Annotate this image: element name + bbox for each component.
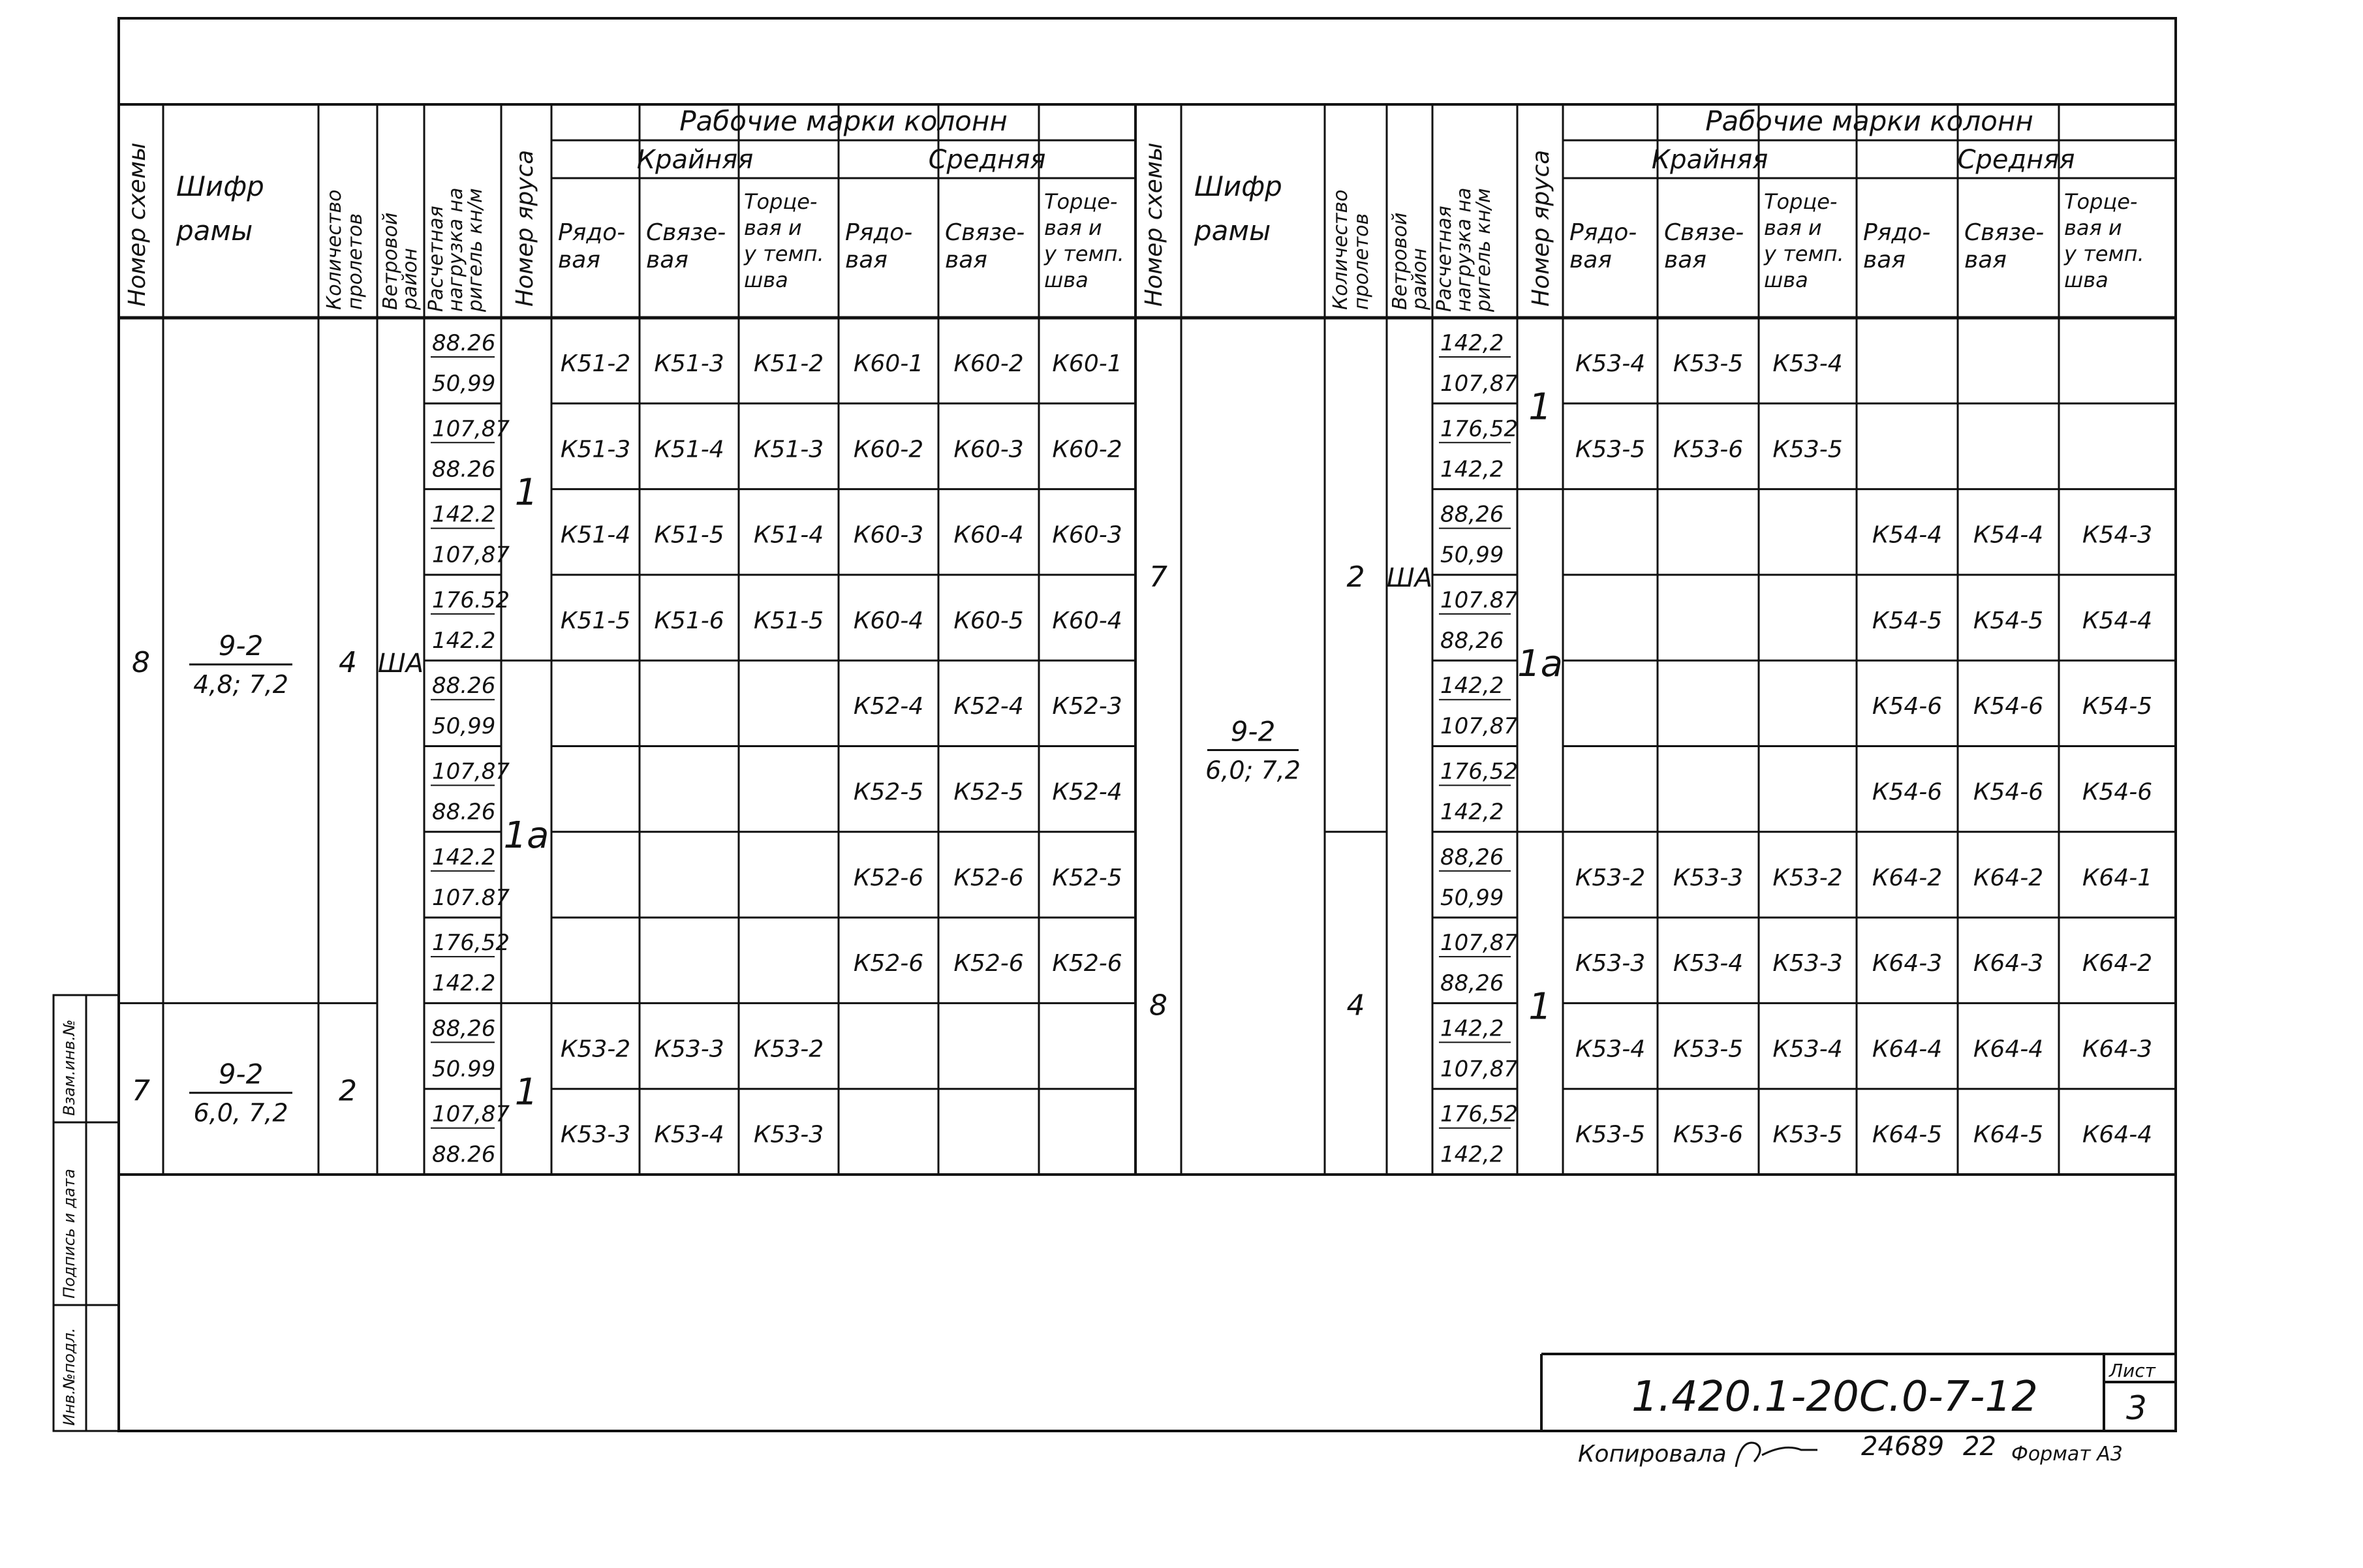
left-load-top-1: 107,87 xyxy=(432,416,510,442)
left-hdr-brace-1-0: Связе- xyxy=(646,219,726,246)
left-mark-r1-c0: К51-3 xyxy=(560,436,631,463)
right-load-bottom-2: 50,99 xyxy=(1440,542,1504,568)
right-hdr-work-marks: Рабочие марки колонн xyxy=(1705,105,2033,137)
right-load-bottom-5: 142,2 xyxy=(1440,799,1504,825)
left-mark-r3-c1: К51-6 xyxy=(654,607,724,634)
right-mark-r1-c2: К53-5 xyxy=(1772,436,1843,463)
right-load-top-1: 176,52 xyxy=(1440,416,1518,442)
right-mark-r9-c2: К53-5 xyxy=(1772,1121,1843,1148)
left-hdr-brace-2-0: вая xyxy=(646,247,688,273)
right-mark-r0-c0: К53-4 xyxy=(1575,350,1646,377)
right-mark-r2-c5: К54-3 xyxy=(2082,521,2153,549)
left-scheme-0: 8 xyxy=(132,646,150,680)
stamp-signature-date: Подпись и дата xyxy=(60,1169,78,1299)
left-mark-r1-c1: К51-4 xyxy=(654,436,724,463)
right-mark-r8-c1: К53-5 xyxy=(1673,1036,1744,1063)
right-hdr-spans-1: Количество xyxy=(1329,189,1352,310)
right-mark-r8-c0: К53-4 xyxy=(1575,1036,1646,1063)
right-mark-r0-c1: К53-5 xyxy=(1673,350,1744,377)
right-mark-r5-c3: К54-6 xyxy=(1872,778,1943,806)
right-hdr-end-2-1: вая и xyxy=(2064,215,2122,240)
right-tier-0: 1 xyxy=(1528,386,1552,429)
left-cipher-bottom-0: 4,8; 7,2 xyxy=(193,670,288,699)
left-mark-r9-c0: К53-3 xyxy=(560,1121,631,1148)
left-hdr-end-1-1: Торце- xyxy=(1044,189,1118,214)
right-scheme-0: 7 xyxy=(1149,560,1167,594)
left-mark-r6-c3: К52-6 xyxy=(853,864,924,891)
right-wind-0: ША xyxy=(1386,562,1433,593)
right-load-bottom-8: 107,87 xyxy=(1440,1056,1518,1083)
sheet-label: Лист xyxy=(2109,1360,2155,1381)
right-mark-r3-c4: К54-5 xyxy=(1973,607,2044,634)
right-hdr-load-3: ригель кн/м xyxy=(1472,188,1495,312)
right-table xyxy=(1135,104,2176,1175)
left-mark-r4-c4: К52-4 xyxy=(953,693,1024,720)
right-load-top-9: 176,52 xyxy=(1440,1101,1518,1128)
left-hdr-middle: Средняя xyxy=(928,145,1046,175)
left-tier-1: 1а xyxy=(503,814,549,857)
left-hdr-row-2-0: вая xyxy=(558,247,600,273)
right-tier-2: 1 xyxy=(1528,985,1552,1028)
right-mark-r3-c5: К54-4 xyxy=(2082,607,2153,634)
right-mark-r7-c0: К53-3 xyxy=(1575,950,1646,977)
right-hdr-end-1-0: Торце- xyxy=(1764,189,1838,214)
right-cipher-bottom-0: 6,0; 7,2 xyxy=(1205,756,1301,785)
left-mark-r6-c5: К52-5 xyxy=(1052,864,1122,891)
left-cipher-top-1: 9-2 xyxy=(218,1058,264,1090)
right-load-bottom-3: 88,26 xyxy=(1440,627,1504,654)
order-number: 24689 xyxy=(1861,1432,1945,1462)
right-load-top-4: 142,2 xyxy=(1440,673,1504,699)
left-mark-r9-c2: К53-3 xyxy=(753,1121,824,1148)
right-mark-r8-c5: К64-3 xyxy=(2082,1036,2153,1063)
left-mark-r1-c5: К60-2 xyxy=(1052,436,1122,463)
right-hdr-cipher-2: рамы xyxy=(1194,215,1271,247)
right-mark-r7-c4: К64-3 xyxy=(1973,950,2044,977)
left-hdr-load-2: нагрузка на xyxy=(444,187,467,312)
left-load-bottom-4: 50,99 xyxy=(432,713,496,740)
right-mark-r4-c3: К54-6 xyxy=(1872,693,1943,720)
paper-format: Формат А3 xyxy=(2011,1443,2123,1466)
copied-by-label: Копировала xyxy=(1578,1441,1727,1468)
left-hdr-wind-1: Ветровой xyxy=(379,212,402,310)
stamp-inv-number: Инв.№подл. xyxy=(60,1327,78,1426)
right-hdr-row-2-0: вая xyxy=(1569,247,1612,273)
order-suffix: 22 xyxy=(1963,1432,1996,1462)
left-mark-r5-c5: К52-4 xyxy=(1052,778,1122,806)
right-mark-r9-c4: К64-5 xyxy=(1973,1121,2044,1148)
right-cipher-top-0: 9-2 xyxy=(1230,715,1276,748)
left-mark-r2-c3: К60-3 xyxy=(853,521,924,549)
left-hdr-cipher-2: рамы xyxy=(176,215,253,247)
right-load-bottom-4: 107,87 xyxy=(1440,713,1518,740)
left-mark-r2-c0: К51-4 xyxy=(560,521,631,549)
right-load-bottom-9: 142,2 xyxy=(1440,1141,1504,1168)
right-mark-r4-c4: К54-6 xyxy=(1973,693,2044,720)
right-load-bottom-1: 142,2 xyxy=(1440,456,1504,483)
right-load-top-6: 88,26 xyxy=(1440,844,1504,870)
right-hdr-cipher-1: Шифр xyxy=(1194,170,1282,202)
right-load-top-7: 107,87 xyxy=(1440,930,1518,957)
right-mark-r1-c0: К53-5 xyxy=(1575,436,1646,463)
left-mark-r4-c5: К52-3 xyxy=(1052,693,1122,720)
left-mark-r0-c5: К60-1 xyxy=(1052,350,1122,377)
right-tier-1: 1а xyxy=(1517,643,1563,686)
left-hdr-load-3: ригель кн/м xyxy=(464,188,487,312)
left-mark-r4-c3: К52-4 xyxy=(853,693,924,720)
document-code: 1.420.1-20С.0-7-12 xyxy=(1631,1373,2038,1421)
right-mark-r6-c3: К64-2 xyxy=(1872,864,1943,891)
left-spans-0: 4 xyxy=(339,646,357,680)
left-mark-r1-c4: К60-3 xyxy=(953,436,1024,463)
left-hdr-wind-2: район xyxy=(399,248,422,310)
left-hdr-spans-1: Количество xyxy=(323,189,346,310)
right-hdr-row-1-1: Рядо- xyxy=(1863,219,1931,246)
right-hdr-load-1: Расчетная xyxy=(1433,206,1456,312)
left-load-bottom-5: 88.26 xyxy=(432,799,496,825)
left-load-bottom-9: 88.26 xyxy=(432,1141,496,1168)
right-mark-r4-c5: К54-5 xyxy=(2082,693,2153,720)
right-mark-r2-c3: К54-4 xyxy=(1872,521,1943,549)
right-mark-r6-c4: К64-2 xyxy=(1973,864,2044,891)
right-mark-r6-c2: К53-2 xyxy=(1772,864,1843,891)
left-mark-r0-c1: К51-3 xyxy=(654,350,724,377)
left-hdr-work-marks: Рабочие марки колонн xyxy=(679,105,1008,137)
left-hdr-tier-number: Номер яруса xyxy=(512,149,538,307)
left-cipher-top-0: 9-2 xyxy=(218,630,264,662)
left-mark-r2-c1: К51-5 xyxy=(654,521,724,549)
right-scheme-1: 8 xyxy=(1149,989,1167,1022)
left-hdr-scheme-number: Номер схемы xyxy=(124,142,151,307)
left-mark-r3-c5: К60-4 xyxy=(1052,607,1122,634)
left-load-top-0: 88.26 xyxy=(432,330,496,356)
left-hdr-row-2-1: вая xyxy=(845,247,888,273)
left-hdr-end-4-1: шва xyxy=(1044,268,1089,292)
left-mark-r0-c4: К60-2 xyxy=(953,350,1024,377)
left-cipher-bottom-1: 6,0, 7,2 xyxy=(193,1098,288,1128)
right-mark-r7-c1: К53-4 xyxy=(1673,950,1744,977)
left-mark-r6-c4: К52-6 xyxy=(953,864,1024,891)
right-mark-r6-c1: К53-3 xyxy=(1673,864,1744,891)
left-mark-r2-c4: К60-4 xyxy=(953,521,1024,549)
right-hdr-end-4-1: шва xyxy=(2064,268,2108,292)
right-hdr-tier-number: Номер яруса xyxy=(1528,149,1554,307)
left-hdr-load-1: Расчетная xyxy=(425,206,448,312)
right-hdr-end-3-0: у темп. xyxy=(1764,241,1844,266)
left-hdr-brace-2-1: вая xyxy=(945,247,987,273)
left-mark-r1-c2: К51-3 xyxy=(753,436,824,463)
right-mark-r6-c5: К64-1 xyxy=(2082,864,2153,891)
left-hdr-end-3-1: у темп. xyxy=(1044,241,1124,266)
left-load-top-4: 88.26 xyxy=(432,673,496,699)
left-load-top-8: 88,26 xyxy=(432,1015,496,1042)
right-hdr-edge: Крайняя xyxy=(1651,145,1768,175)
left-load-bottom-8: 50.99 xyxy=(432,1056,496,1083)
left-tier-0: 1 xyxy=(514,471,538,514)
right-load-bottom-0: 107,87 xyxy=(1440,371,1518,397)
left-load-top-6: 142.2 xyxy=(432,844,496,870)
left-load-bottom-6: 107.87 xyxy=(432,884,510,911)
right-mark-r6-c0: К53-2 xyxy=(1575,864,1646,891)
left-mark-r3-c0: К51-5 xyxy=(560,607,631,634)
left-mark-r0-c2: К51-2 xyxy=(753,350,824,377)
left-mark-r3-c2: К51-5 xyxy=(753,607,824,634)
left-hdr-end-3-0: у темп. xyxy=(744,241,824,266)
left-hdr-end-2-1: вая и xyxy=(1044,215,1102,240)
right-mark-r2-c4: К54-4 xyxy=(1973,521,2044,549)
left-load-top-9: 107,87 xyxy=(432,1101,510,1128)
right-load-bottom-7: 88,26 xyxy=(1440,970,1504,997)
right-mark-r5-c5: К54-6 xyxy=(2082,778,2153,806)
left-mark-r5-c3: К52-5 xyxy=(853,778,924,806)
left-wind-0: ША xyxy=(377,649,424,679)
right-mark-r9-c1: К53-6 xyxy=(1673,1121,1744,1148)
right-mark-r9-c3: К64-5 xyxy=(1872,1121,1943,1148)
right-load-top-3: 107.87 xyxy=(1440,587,1518,613)
right-hdr-load-2: нагрузка на xyxy=(1453,187,1475,312)
left-load-bottom-1: 88.26 xyxy=(432,456,496,483)
left-mark-r3-c3: К60-4 xyxy=(853,607,924,634)
copier-signature xyxy=(1736,1443,1817,1467)
left-mark-r8-c2: К53-2 xyxy=(753,1036,824,1063)
left-mark-r2-c2: К51-4 xyxy=(753,521,824,549)
right-mark-r0-c2: К53-4 xyxy=(1772,350,1843,377)
right-hdr-end-2-0: вая и xyxy=(1764,215,1822,240)
left-scheme-1: 7 xyxy=(132,1074,150,1108)
left-mark-r8-c1: К53-3 xyxy=(654,1036,724,1063)
right-hdr-brace-1-1: Связе- xyxy=(1964,219,2045,246)
left-mark-r7-c3: К52-6 xyxy=(853,950,924,977)
right-hdr-scheme-number: Номер схемы xyxy=(1141,142,1167,307)
right-hdr-end-1-1: Торце- xyxy=(2064,189,2138,214)
right-hdr-wind-2: район xyxy=(1408,248,1431,310)
right-hdr-brace-2-1: вая xyxy=(1964,247,2007,273)
right-load-top-5: 176,52 xyxy=(1440,758,1518,785)
left-hdr-row-1-1: Рядо- xyxy=(845,219,913,246)
right-hdr-row-2-1: вая xyxy=(1863,247,1906,273)
right-spans-0: 2 xyxy=(1346,560,1365,594)
right-mark-r9-c0: К53-5 xyxy=(1575,1121,1646,1148)
right-mark-r8-c2: К53-4 xyxy=(1772,1036,1843,1063)
left-mark-r1-c3: К60-2 xyxy=(853,436,924,463)
left-load-top-3: 176.52 xyxy=(432,587,510,613)
left-mark-r2-c5: К60-3 xyxy=(1052,521,1122,549)
left-load-top-5: 107,87 xyxy=(432,758,510,785)
left-hdr-end-4-0: шва xyxy=(744,268,788,292)
right-mark-r7-c5: К64-2 xyxy=(2082,950,2153,977)
right-load-bottom-6: 50,99 xyxy=(1440,884,1504,911)
left-mark-r0-c0: К51-2 xyxy=(560,350,631,377)
left-hdr-cipher-1: Шифр xyxy=(176,170,264,202)
left-tier-2: 1 xyxy=(514,1071,538,1114)
left-hdr-end-2-0: вая и xyxy=(744,215,802,240)
right-mark-r8-c3: К64-4 xyxy=(1872,1036,1943,1063)
left-mark-r8-c0: К53-2 xyxy=(560,1036,631,1063)
sheet-number: 3 xyxy=(2126,1389,2147,1427)
left-mark-r7-c5: К52-6 xyxy=(1052,950,1122,977)
left-table xyxy=(119,104,1135,1175)
left-hdr-edge: Крайняя xyxy=(636,145,754,175)
left-mark-r5-c4: К52-5 xyxy=(953,778,1024,806)
right-hdr-middle: Средняя xyxy=(1957,145,2075,175)
right-spans-1: 4 xyxy=(1346,989,1365,1022)
left-load-bottom-2: 107,87 xyxy=(432,542,510,568)
right-mark-r3-c3: К54-5 xyxy=(1872,607,1943,634)
left-hdr-end-1-0: Торце- xyxy=(744,189,818,214)
right-load-top-2: 88,26 xyxy=(1440,501,1504,528)
right-mark-r7-c3: К64-3 xyxy=(1872,950,1943,977)
right-mark-r1-c1: К53-6 xyxy=(1673,436,1744,463)
right-hdr-row-1-0: Рядо- xyxy=(1569,219,1637,246)
left-load-bottom-7: 142.2 xyxy=(432,970,496,997)
left-hdr-brace-1-1: Связе- xyxy=(945,219,1025,246)
right-mark-r7-c2: К53-3 xyxy=(1772,950,1843,977)
stamp-replacement-inv: Взам.инв.№ xyxy=(60,1019,78,1116)
right-mark-r5-c4: К54-6 xyxy=(1973,778,2044,806)
right-hdr-spans-2: пролетов xyxy=(1350,213,1373,310)
left-load-top-7: 176,52 xyxy=(432,930,510,957)
right-mark-r8-c4: К64-4 xyxy=(1973,1036,2044,1063)
left-hdr-spans-2: пролетов xyxy=(344,213,367,310)
left-mark-r3-c4: К60-5 xyxy=(953,607,1024,634)
right-load-top-8: 142,2 xyxy=(1440,1015,1504,1042)
left-hdr-row-1-0: Рядо- xyxy=(558,219,626,246)
left-mark-r9-c1: К53-4 xyxy=(654,1121,724,1148)
left-load-bottom-3: 142.2 xyxy=(432,627,496,654)
right-load-top-0: 142,2 xyxy=(1440,330,1504,356)
left-load-bottom-0: 50,99 xyxy=(432,371,496,397)
side-stamp-labels xyxy=(60,1019,78,1426)
left-mark-r0-c3: К60-1 xyxy=(853,350,924,377)
right-hdr-brace-1-0: Связе- xyxy=(1664,219,1744,246)
left-spans-1: 2 xyxy=(339,1074,357,1108)
right-mark-r9-c5: К64-4 xyxy=(2082,1121,2153,1148)
left-mark-r7-c4: К52-6 xyxy=(953,950,1024,977)
right-hdr-brace-2-0: вая xyxy=(1664,247,1707,273)
left-load-top-2: 142.2 xyxy=(432,501,496,528)
right-hdr-end-3-1: у темп. xyxy=(2064,241,2144,266)
right-hdr-end-4-0: шва xyxy=(1764,268,1808,292)
right-hdr-wind-1: Ветровой xyxy=(1389,212,1412,310)
